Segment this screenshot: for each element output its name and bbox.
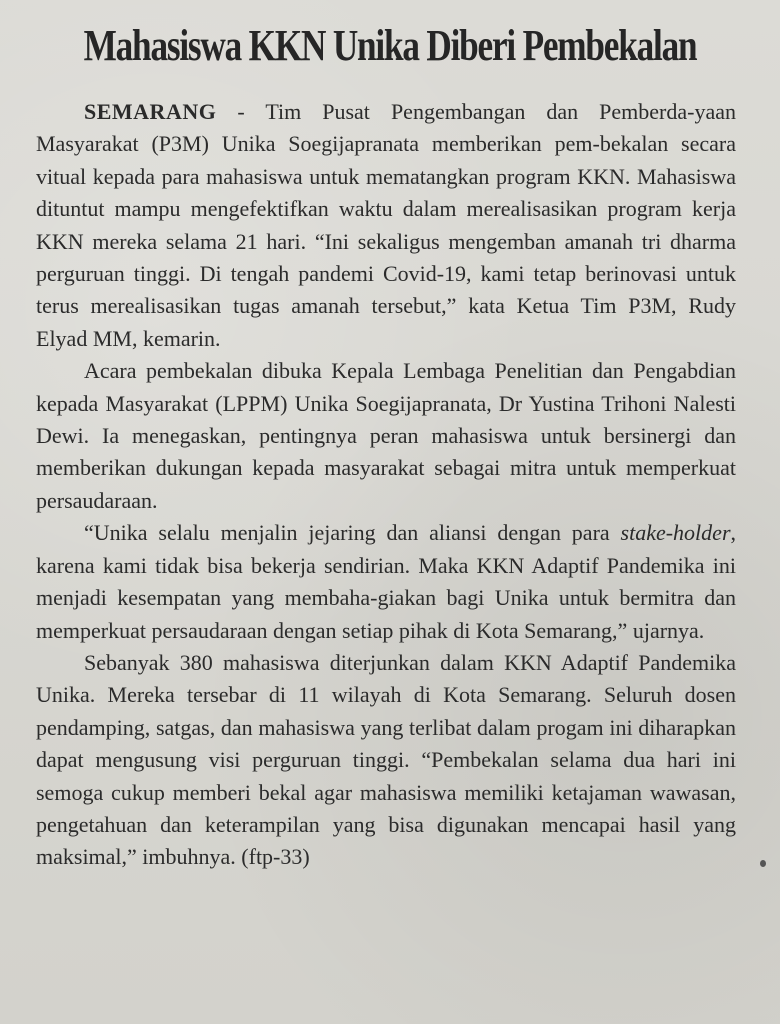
paragraph-1-text: - Tim Pusat Pengembangan dan Pemberda-yaan Masyarakat (P3M) Unika Soegijapranata memberikan pem-bekalan secara vitual kepada para mahasiswa untuk mematangkan program KKN. Mahasiswa dituntut mampu mengefektifkan waktu dalam merealisasikan program kerja KKN mereka selama 21 hari. “Ini sekaligus mengemban amanah tri dharma perguruan tinggi. Di tengah pandemi Covid-19, kami tetap berinovasi untuk terus merealisasikan tugas amanah tersebut,” kata Ketua Tim P3M, Rudy Elyad MM, kemarin.	[36, 99, 736, 351]
article-body	[36, 96, 736, 874]
paragraph-1	[36, 96, 736, 355]
paragraph-3-italic: stake-holder	[620, 520, 731, 546]
ink-spot	[760, 860, 766, 867]
paragraph-4: Sebanyak 380 mahasiswa diterjunkan dalam KKN Adaptif Pandemika Unika. Mereka tersebar di 11 wilayah di Kota Semarang. Seluruh dosen pendamping, satgas, dan mahasiswa yang terlibat dalam progam ini diharapkan dapat mengusung visi perguruan tinggi. “Pembekalan selama dua hari ini semoga cukup memberi bekal agar mahasiswa memiliki ketajaman wawasan, pengetahuan dan keterampilan yang bisa digunakan mencapai hasil yang maksimal,” imbuhnya. (ftp-33)	[36, 649, 736, 870]
dateline: SEMARANG	[84, 99, 217, 124]
headline: Mahasiswa KKN Unika Diberi Pembekalan	[83, 21, 697, 70]
paragraph-3-text-start: “Unika selalu menjalin jejaring dan aliansi dengan para	[84, 520, 621, 546]
paragraph-2: Acara pembekalan dibuka Kepala Lembaga Penelitian dan Pengabdian kepada Masyarakat (LPPM) Unika Soegijapranata, Dr Yustina Trihoni Nalesti Dewi. Ia menegaskan, pentingnya peran mahasiswa untuk bersinergi dan memberikan dukungan kepada masyarakat sebagai mitra untuk memperkuat persaudaraan.	[36, 358, 736, 513]
paragraph-3-text-end: , karena kami tidak bisa bekerja sendirian. Maka KKN Adaptif Pandemika ini menjadi kesempatan yang membaha-giakan bagi Unika untuk bermitra dan memperkuat persaudaraan dengan setiap pihak di Kota Semarang,” ujarnya.	[36, 520, 736, 643]
paragraph-3	[36, 517, 736, 647]
